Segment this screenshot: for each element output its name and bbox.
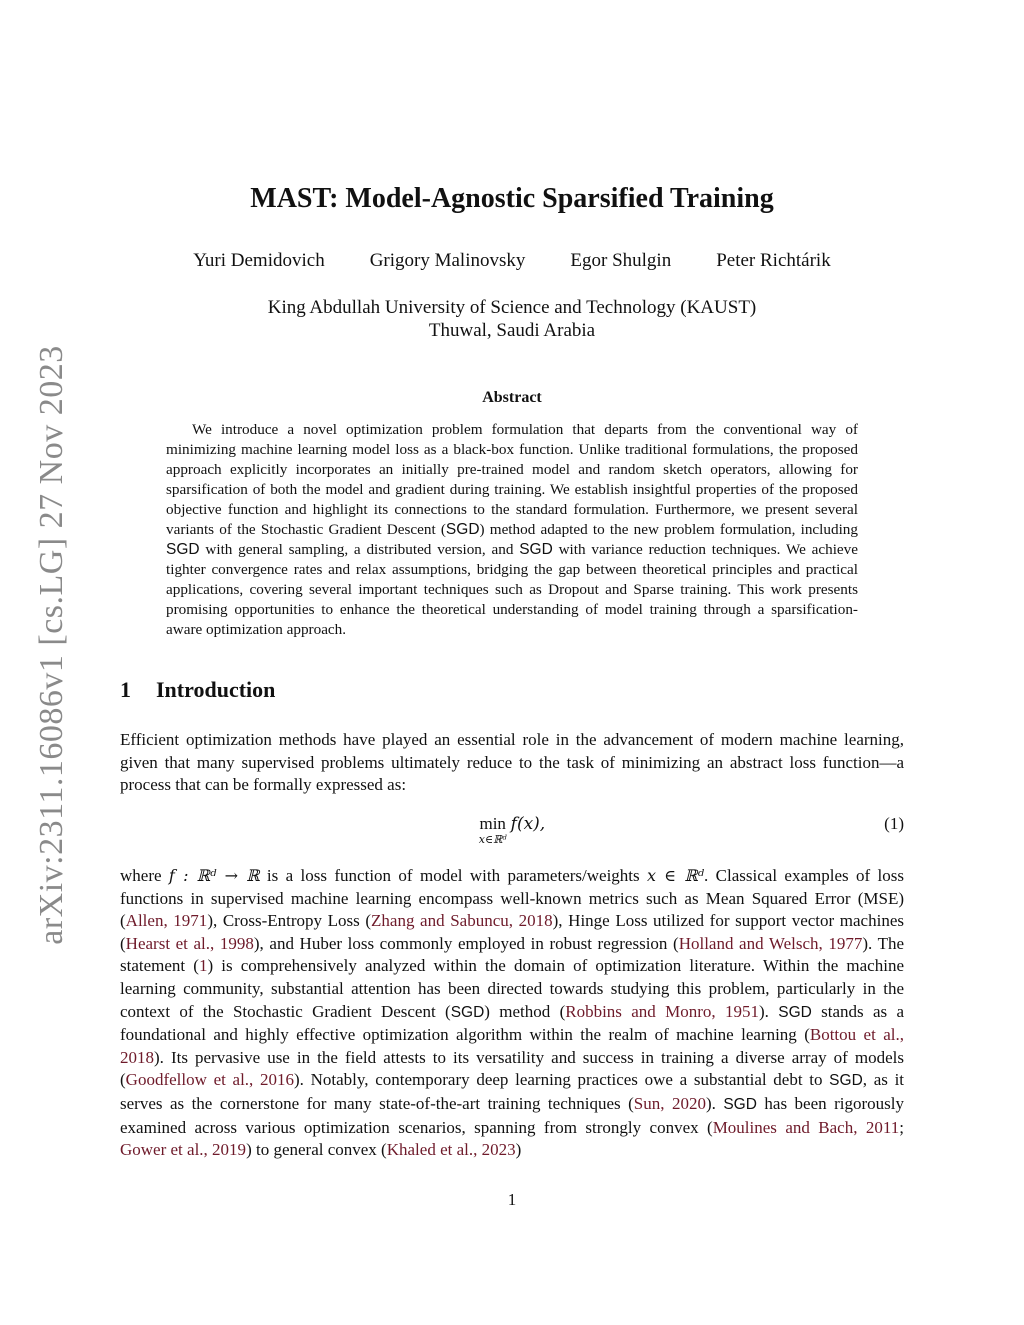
equation-number: (1) <box>884 814 904 833</box>
intro-paragraph: Efficient optimization methods have played an essential role in the advancement of modern machine learning, given that many supervised problems ultimately reduce to the task of minimizing an abstract loss function—a process that can be formally expressed as: <box>120 730 904 795</box>
citation-link[interactable]: Moulines and Bach, 2011 <box>712 1117 900 1137</box>
author-name: Grigory Malinovsky <box>369 250 526 271</box>
citation-link[interactable]: Khaled et al., 2023 <box>386 1140 516 1160</box>
equation-block <box>120 814 904 850</box>
citation-link[interactable]: Zhang and Sabuncu, 2018 <box>371 911 553 931</box>
paper-title: MAST: Model-Agnostic Sparsified Training <box>250 183 774 214</box>
author-list <box>0 250 1024 272</box>
citation-link[interactable]: Gower et al., 2019 <box>120 1140 247 1160</box>
affiliation-location: Thuwal, Saudi Arabia <box>428 320 596 341</box>
author-name: Peter Richtárik <box>716 250 831 271</box>
affiliation <box>0 296 1024 342</box>
section-heading <box>120 677 275 703</box>
citation-link[interactable]: Allen, 1971 <box>125 911 208 931</box>
equation-expression: f(x), <box>510 814 546 834</box>
affiliation-institution: King Abdullah University of Science and Technology (KAUST) <box>267 297 757 318</box>
citation-link[interactable]: Bottou et al., 2018 <box>120 1025 904 1067</box>
citation-link[interactable]: Holland and Welsch, 1977 <box>678 933 863 953</box>
equation-min-operator: min x∈ℝᵈ <box>478 814 507 846</box>
citation-link[interactable]: Hearst et al., 1998 <box>125 933 254 953</box>
citation-link[interactable]: Goodfellow et al., 2016 <box>125 1070 295 1090</box>
intro-paragraph-2: where f : ℝᵈ → ℝ is a loss function of model with parameters/weights x ∈ ℝᵈ. Classical examples of loss functions in supervised machine learning encompass well-known metrics such as Mean Squared Error (MSE) (Allen, 1971), Cross-Entropy Loss (Zhang and Sabuncu, 2018), Hinge Loss utilized for support vector machines (Hearst et al., 1998), and Huber loss commonly employed in robust regression (Holland and Welsch, 1977). The statement (1) is comprehensively analyzed within the domain of optimization literature. Within the machine learning community, substantial attention has been directed towards studying this problem, particularly in the context of the Stochastic Gradient Descent (SGD) method (Robbins and Monro, 1951). SGD stands as a foundational and highly effective optimization algorithm within the realm of machine learning (Bottou et al., 2018). Its pervasive use in the field attests to its versatility and success in training a diverse array of models (Goodfellow et al., 2016). Notably, contemporary deep learning practices owe a substantial debt to SGD, as it serves as the cornerstone for many state-of-the-art training techniques (Sun, 2020). SGD has been rigorously examined across various optimization scenarios, spanning from strongly convex (Moulines and Bach, 2011; Gower et al., 2019) to general convex (Khaled et al., 2023) <box>120 866 905 1160</box>
author-name: Egor Shulgin <box>570 250 672 271</box>
equation-reference-link[interactable]: 1 <box>198 956 208 976</box>
abstract-heading: Abstract <box>482 389 542 406</box>
abstract-body: We introduce a novel optimization problem formulation that departs from the conventional way of minimizing machine learning model loss as a black-box function. Unlike traditional formulations, the proposed approach explicitly incorporates an initially pre-trained model and random sketch operators, allowing for sparsification of both the model and gradient during training. We establish insightful properties of the proposed objective function and highlight its connections to the standard formulation. Furthermore, we present several variants of the Stochastic Gradient Descent (SGD) method adapted to the new problem formulation, including SGD with general sampling, a distributed version, and SGD with variance reduction techniques. We achieve tighter convergence rates and relax assumptions, bridging the gap between theoretical principles and practical applications, covering several important techniques such as Dropout and Sparse training. This work presents promising opportunities to enhance the theoretical understanding of model training through a sparsification-aware optimization approach. <box>166 421 858 638</box>
section-number: 1 <box>120 677 131 702</box>
arxiv-identifier: arXiv:2311.16086v1 [cs.LG] 27 Nov 2023 <box>33 345 70 945</box>
citation-link[interactable]: Robbins and Monro, 1951 <box>565 1001 759 1021</box>
page-number: 1 <box>507 1190 517 1209</box>
section-title: Introduction <box>156 677 276 702</box>
author-name: Yuri Demidovich <box>193 250 325 271</box>
citation-link[interactable]: Sun, 2020 <box>633 1093 706 1113</box>
